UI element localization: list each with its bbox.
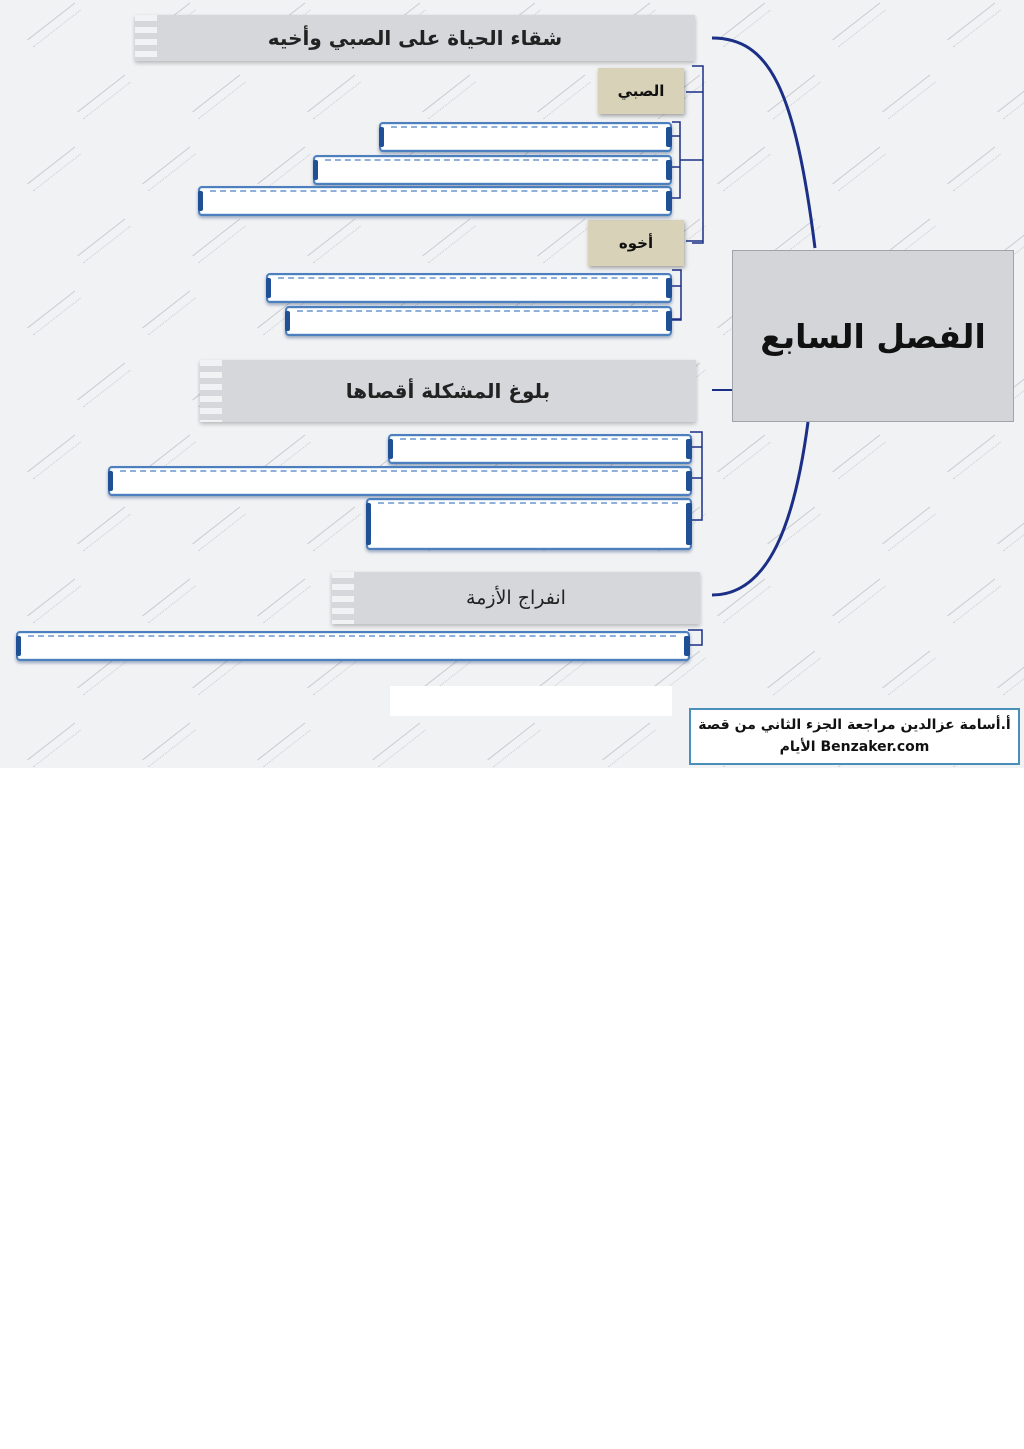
answer-slot[interactable]	[266, 273, 672, 303]
torn-edge	[200, 360, 222, 422]
branch-3-title: انفراج الأزمة	[466, 587, 566, 609]
bracket-branch-3	[688, 630, 702, 645]
answer-slot[interactable]	[16, 631, 690, 661]
branch-2-banner	[200, 360, 696, 422]
group-tag-boy-label: الصبي	[617, 82, 665, 100]
answer-slot[interactable]	[108, 466, 692, 496]
answer-slot[interactable]	[313, 155, 672, 185]
answer-slot[interactable]	[379, 122, 672, 152]
branch-2-title: بلوغ المشكلة أقصاها	[345, 379, 551, 403]
branch-1-title: شقاء الحياة على الصبي وأخيه	[267, 26, 563, 50]
curve-branch-3	[712, 422, 808, 595]
credit-box	[689, 708, 1020, 765]
group-tag-boy	[598, 68, 684, 114]
branch-3-banner	[332, 572, 700, 624]
torn-edge	[135, 15, 157, 61]
group-tag-brother	[588, 220, 684, 266]
bracket-child-1	[672, 122, 680, 198]
answer-slot[interactable]	[366, 498, 692, 550]
credit-line-1: أ.أسامة عزالدين مراجعة الجزء الثاني من قصة	[698, 717, 1011, 733]
credit-line-2: Benzaker.com الأيام	[779, 739, 930, 755]
blank-strip	[390, 686, 672, 716]
curve-branch-1	[712, 38, 815, 248]
branch-1-banner	[135, 15, 695, 61]
torn-edge	[332, 572, 354, 624]
answer-slot[interactable]	[388, 434, 692, 464]
answer-slot[interactable]	[198, 186, 672, 216]
central-node	[732, 250, 1014, 422]
answer-slot[interactable]	[285, 306, 672, 336]
group-tag-brother-label: أخوه	[618, 234, 654, 252]
central-node-title: الفصل السابع	[760, 316, 986, 356]
bracket-child-2	[672, 270, 681, 320]
